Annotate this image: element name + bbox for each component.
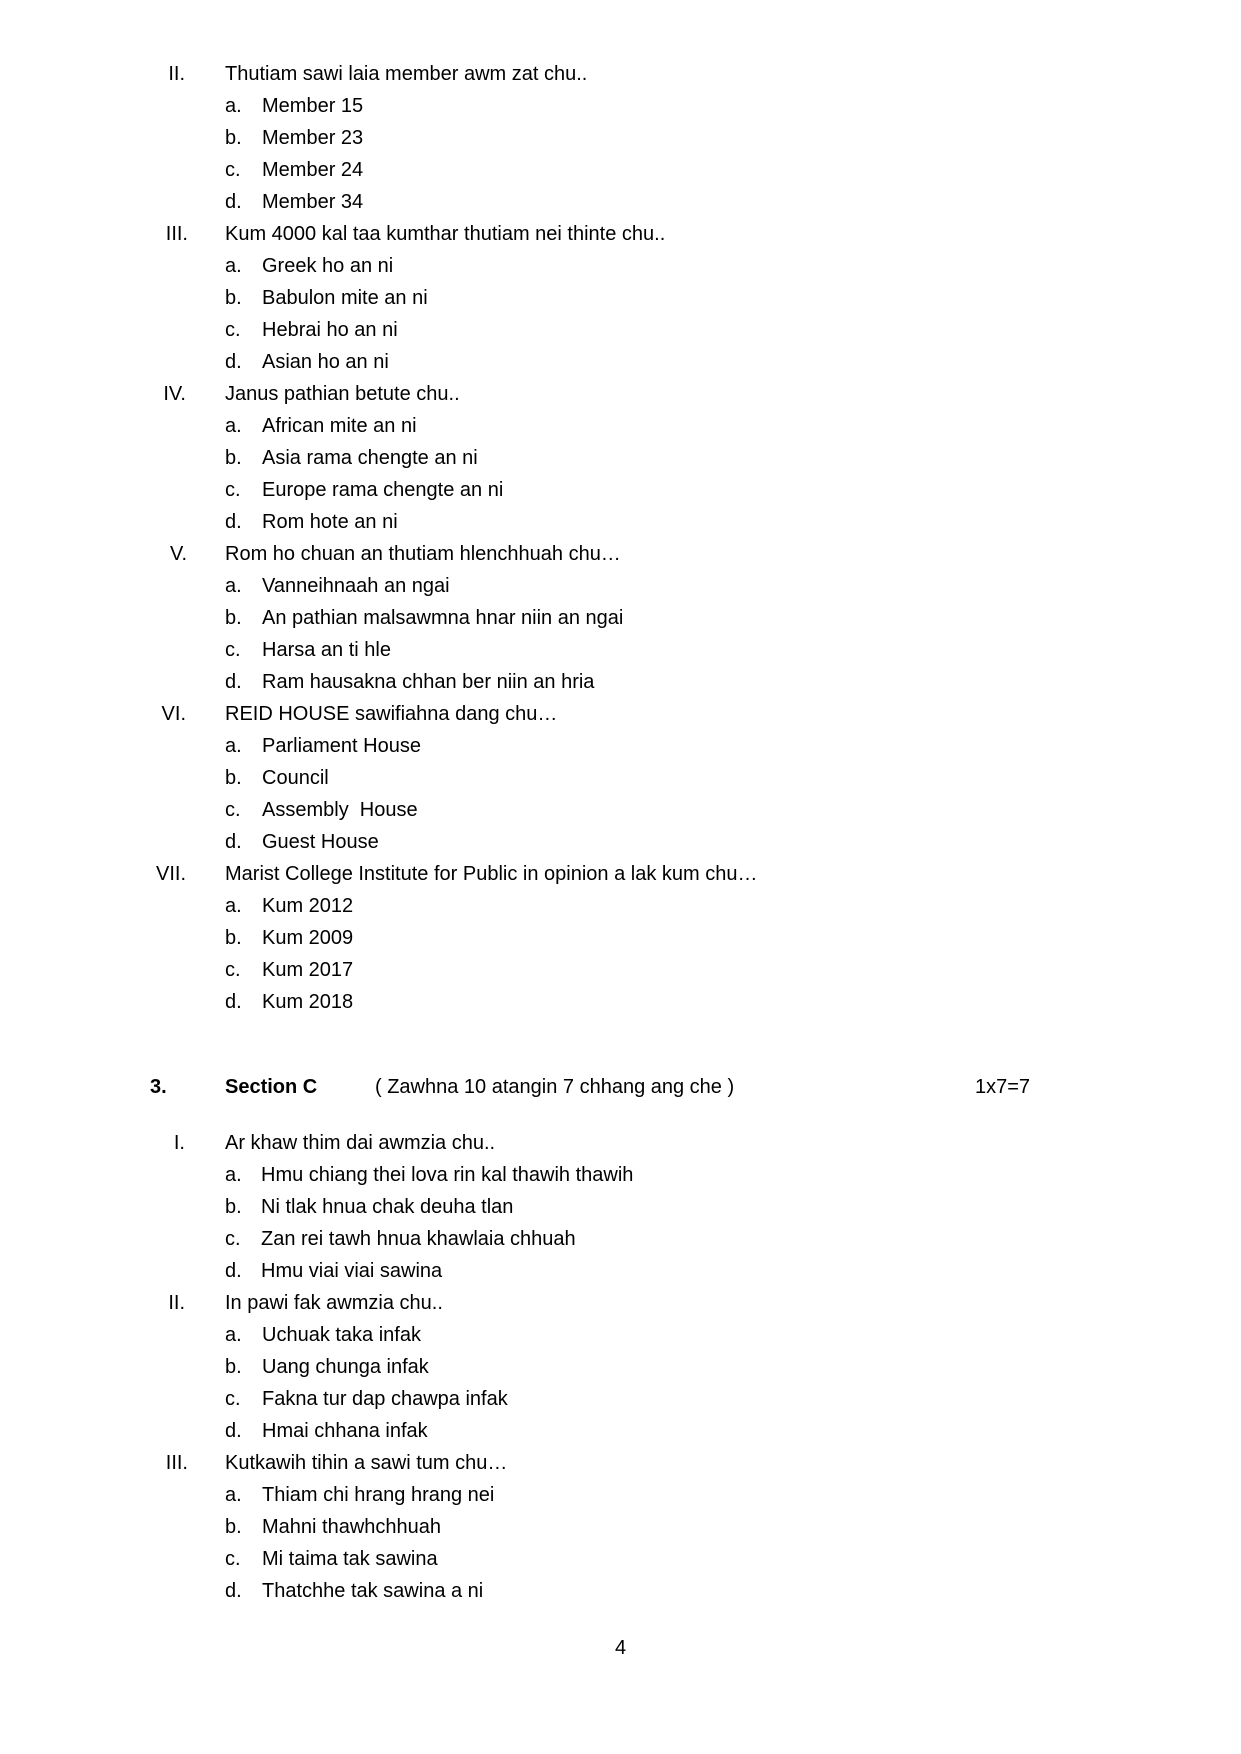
option-text: Uang chunga infak (262, 1356, 429, 1378)
option-item (0, 1383, 1241, 1415)
option-text: Greek ho an ni (262, 255, 394, 277)
option-letter: d. (225, 1420, 242, 1442)
option-item (0, 154, 1241, 186)
option-text: Kum 2017 (262, 959, 354, 981)
option-letter: a. (225, 1324, 242, 1346)
question-text: Kutkawih tihin a sawi tum chu… (225, 1452, 508, 1474)
option-item (0, 890, 1241, 922)
option-letter: c. (225, 479, 241, 501)
option-text: Vanneihnaah an ngai (262, 575, 450, 597)
option-text: African mite an ni (262, 415, 417, 437)
section-instruction: ( Zawhna 10 atangin 7 chhang ang che ) (375, 1076, 735, 1098)
option-letter: a. (225, 415, 242, 437)
option-letter: c. (225, 159, 241, 181)
option-item (0, 954, 1241, 986)
option-item (0, 1575, 1241, 1607)
option-letter: b. (225, 287, 242, 309)
section-header (0, 1071, 1241, 1103)
option-letter: b. (225, 767, 242, 789)
option-letter: b. (225, 1356, 242, 1378)
option-text: Babulon mite an ni (262, 287, 428, 309)
option-letter: a. (225, 95, 242, 117)
option-item (0, 986, 1241, 1018)
option-item (0, 250, 1241, 282)
option-letter: a. (225, 1484, 242, 1506)
option-letter: d. (225, 991, 242, 1013)
option-letter: a. (225, 575, 242, 597)
option-text: Thiam chi hrang hrang nei (262, 1484, 495, 1506)
option-item (0, 442, 1241, 474)
option-item (0, 410, 1241, 442)
option-item (0, 1223, 1241, 1255)
option-item (0, 1415, 1241, 1447)
option-item (0, 1479, 1241, 1511)
option-letter: b. (225, 127, 242, 149)
option-text: Member 15 (262, 95, 364, 117)
question-number: V. (169, 543, 187, 565)
option-text: Council (262, 767, 329, 789)
question-item (0, 58, 1241, 90)
option-item (0, 826, 1241, 858)
option-letter: c. (225, 1388, 241, 1410)
option-text: Thatchhe tak sawina a ni (262, 1580, 484, 1602)
option-letter: c. (225, 1228, 241, 1250)
option-text: Uchuak taka infak (262, 1324, 421, 1346)
option-text: Fakna tur dap chawpa infak (262, 1388, 508, 1410)
question-text: Janus pathian betute chu.. (225, 383, 460, 405)
option-item (0, 90, 1241, 122)
option-text: Ni tlak hnua chak deuha tlan (261, 1196, 514, 1218)
option-text: Kum 2018 (262, 991, 354, 1013)
question-text: REID HOUSE sawifiahna dang chu… (225, 703, 558, 725)
option-item (0, 474, 1241, 506)
section-title: Section C (225, 1076, 318, 1098)
option-text: Member 24 (262, 159, 364, 181)
option-letter: d. (225, 671, 242, 693)
option-letter: a. (225, 1164, 242, 1186)
option-letter: b. (225, 1516, 242, 1538)
option-text: Harsa an ti hle (262, 639, 391, 661)
option-text: Guest House (262, 831, 379, 853)
option-letter: c. (225, 639, 241, 661)
section-number: 3. (150, 1076, 167, 1098)
question-text: Ar khaw thim dai awmzia chu.. (225, 1132, 496, 1154)
option-item (0, 122, 1241, 154)
option-text: An pathian malsawmna hnar niin an ngai (262, 607, 624, 629)
option-letter: d. (225, 191, 242, 213)
option-letter: b. (225, 1196, 242, 1218)
option-letter: d. (225, 1260, 242, 1282)
option-letter: c. (225, 799, 241, 821)
question-text: Marist College Institute for Public in opinion a lak kum chu… (225, 863, 758, 885)
question-number: II. (168, 63, 185, 85)
option-text: Hmu viai viai sawina (261, 1260, 443, 1282)
option-letter: d. (225, 511, 242, 533)
question-item (0, 1287, 1241, 1319)
option-text: Parliament House (262, 735, 421, 757)
option-item (0, 634, 1241, 666)
question-number: III. (165, 223, 188, 245)
option-item (0, 1255, 1241, 1287)
option-text: Kum 2009 (262, 927, 354, 949)
question-item (0, 218, 1241, 250)
option-text: Asia rama chengte an ni (262, 447, 478, 469)
option-text: Rom hote an ni (262, 511, 398, 533)
option-letter: a. (225, 895, 242, 917)
option-text: Kum 2012 (262, 895, 354, 917)
option-item (0, 730, 1241, 762)
question-number: VI. (161, 703, 186, 725)
question-item (0, 378, 1241, 410)
question-text: Kum 4000 kal taa kumthar thutiam nei thinte chu.. (225, 223, 666, 245)
option-item (0, 186, 1241, 218)
option-item (0, 762, 1241, 794)
question-number: IV. (163, 383, 186, 405)
question-item (0, 1127, 1241, 1159)
option-text: Hmu chiang thei lova rin kal thawih thawih (261, 1164, 634, 1186)
question-number: III. (165, 1452, 188, 1474)
section-marks: 1x7=7 (975, 1076, 1031, 1098)
option-item (0, 570, 1241, 602)
question-item (0, 1447, 1241, 1479)
option-item (0, 506, 1241, 538)
question-number: I. (173, 1132, 185, 1154)
option-letter: a. (225, 255, 242, 277)
question-text: In pawi fak awmzia chu.. (225, 1292, 443, 1314)
option-item (0, 282, 1241, 314)
option-letter: b. (225, 607, 242, 629)
option-letter: c. (225, 1548, 241, 1570)
question-item (0, 858, 1241, 890)
option-text: Asian ho an ni (262, 351, 389, 373)
option-item (0, 1543, 1241, 1575)
option-letter: d. (225, 1580, 242, 1602)
option-letter: c. (225, 959, 241, 981)
option-item (0, 1511, 1241, 1543)
option-text: Ram hausakna chhan ber niin an hria (262, 671, 595, 693)
option-letter: d. (225, 831, 242, 853)
option-text: Mi taima tak sawina (262, 1548, 438, 1570)
page-number: 4 (614, 1637, 627, 1659)
option-item (0, 1159, 1241, 1191)
option-item (0, 922, 1241, 954)
option-item (0, 794, 1241, 826)
option-letter: c. (225, 319, 241, 341)
question-item (0, 538, 1241, 570)
option-item (0, 1351, 1241, 1383)
option-item (0, 314, 1241, 346)
question-number: II. (168, 1292, 185, 1314)
question-item (0, 698, 1241, 730)
option-item (0, 1191, 1241, 1223)
option-text: Hmai chhana infak (262, 1420, 428, 1442)
question-text: Thutiam sawi laia member awm zat chu.. (225, 63, 588, 85)
option-letter: b. (225, 927, 242, 949)
option-item (0, 1319, 1241, 1351)
option-text: Europe rama chengte an ni (262, 479, 504, 501)
question-number: VII. (155, 863, 186, 885)
option-letter: b. (225, 447, 242, 469)
option-text: Hebrai ho an ni (262, 319, 398, 341)
option-letter: d. (225, 351, 242, 373)
option-item (0, 602, 1241, 634)
option-text: Assembly House (262, 799, 418, 821)
option-letter: a. (225, 735, 242, 757)
option-item (0, 346, 1241, 378)
option-text: Member 23 (262, 127, 364, 149)
question-text: Rom ho chuan an thutiam hlenchhuah chu… (225, 543, 621, 565)
option-text: Zan rei tawh hnua khawlaia chhuah (261, 1228, 576, 1250)
option-text: Member 34 (262, 191, 364, 213)
option-text: Mahni thawhchhuah (262, 1516, 442, 1538)
option-item (0, 666, 1241, 698)
